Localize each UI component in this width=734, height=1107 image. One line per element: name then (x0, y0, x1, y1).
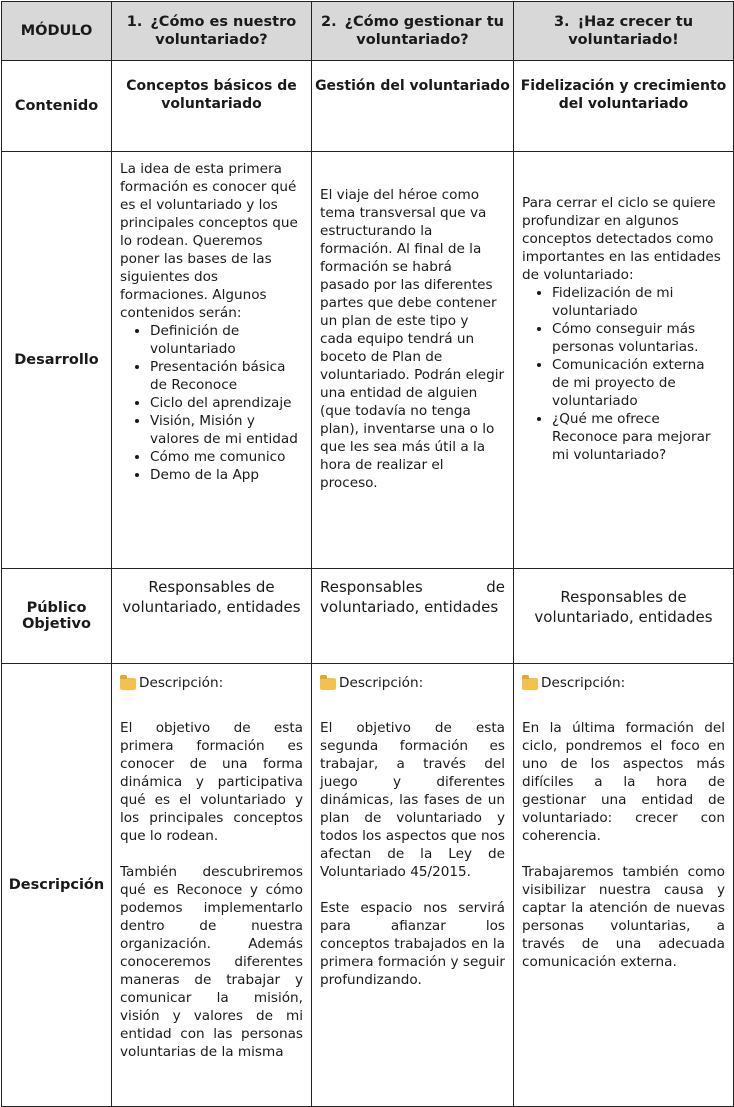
desarrollo-col-3 (514, 152, 734, 569)
desarrollo-col-1-intro: La idea de esta primera formación es conocer qué es el voluntariado y los principales conceptos que lo rodean. Queremos poner las bases de las siguientes dos formaciones. Algunos contenidos serán: (120, 161, 298, 321)
contenido-col-1: Conceptos básicos de voluntariado (112, 61, 312, 152)
descripcion-col-1 (112, 664, 312, 1107)
publico-col-1: Responsables de voluntariado, entidades (112, 569, 312, 664)
list-item: • Demo de la App (150, 466, 303, 484)
desarrollo-col-1-list (120, 322, 303, 484)
module-3-header (514, 2, 734, 61)
modulo-header: MÓDULO (2, 2, 112, 61)
desarrollo-col-3-intro: Para cerrar el ciclo se quiere profundizar en algunos conceptos detectados como importantes en las entidades de voluntariado: (522, 195, 721, 283)
header-row (2, 2, 734, 61)
module-3-title: ¡Haz crecer tu voluntariado! (568, 14, 694, 48)
folder-icon (120, 678, 136, 690)
descripcion-label-text: Descripción: (139, 675, 224, 691)
descripcion-label-text: Descripción: (339, 675, 424, 691)
list-item: • Ciclo del aprendizaje (150, 394, 303, 412)
publico-row (2, 569, 734, 664)
publico-row-label: Público Objetivo (2, 569, 112, 664)
contenido-col-2: Gestión del voluntariado (312, 61, 514, 152)
list-item: • Cómo me comunico (150, 448, 303, 466)
module-2-header (312, 2, 514, 61)
desarrollo-col-2: El viaje del héroe como tema transversal que va estructurando la formación. Al final de la formación se habrá pasado por las diferentes partes que debe contener un plan de este tipo y cada equipo tendrá un boceto de Plan de voluntariado. Podrán elegir una entidad de alguien (que todavía no tenga plan), inventarse una o lo que les sea más útil a la hora de realizar el proceso. (312, 152, 514, 569)
module-1-title: ¿Cómo es nuestro voluntariado? (150, 14, 297, 48)
modules-table (1, 1, 734, 1107)
descripcion-label (522, 674, 725, 692)
publico-col-3: Responsables de voluntariado, entidades (514, 569, 734, 664)
descripcion-label-text: Descripción: (541, 675, 626, 691)
paragraph: Este espacio nos servirá para afianzar los conceptos trabajados en la primera formación y seguir profundizando. (320, 900, 505, 988)
list-item: • Definición de voluntariado (150, 322, 303, 358)
module-2-number: 2. (320, 14, 337, 30)
descripcion-row-label: Descripción (2, 664, 112, 1107)
list-item: • Fidelización de mi voluntariado (552, 284, 725, 320)
list-item: • Comunicación externa de mi proyecto de voluntariado (552, 356, 725, 410)
descripcion-row (2, 664, 734, 1107)
paragraph: El objetivo de esta segunda formación es trabajar, a través del juego y diferentes dinámicas, las fases de un plan de voluntariado y todos los aspectos que nos afectan de la Ley de Voluntariado 45/2015. (320, 720, 505, 880)
contenido-row (2, 61, 734, 152)
paragraph: El objetivo de esta primera formación es conocer de una forma dinámica y participativa qué es el voluntariado y los principales conceptos que lo rodean. (120, 720, 303, 844)
desarrollo-row (2, 152, 734, 569)
module-1-number: 1. (126, 14, 143, 30)
list-item: • Visión, Misión y valores de mi entidad (150, 412, 303, 448)
folder-icon (320, 678, 336, 690)
list-item: • Presentación básica de Reconoce (150, 358, 303, 394)
list-item: • ¿Qué me ofrece Reconoce para mejorar mi voluntariado? (552, 410, 725, 464)
paragraph: También descubriremos qué es Reconoce y cómo podemos implementarlo dentro de nuestra organización. Además conoceremos diferentes maneras de trabajar y comunicar la misión, visión y valores de mi entidad con las personas voluntarias de la misma (120, 864, 303, 1060)
module-2-title: ¿Cómo gestionar tu voluntariado? (344, 14, 504, 48)
descripcion-label (120, 674, 303, 692)
contenido-row-label: Contenido (2, 61, 112, 152)
module-3-number: 3. (553, 14, 570, 30)
contenido-col-3: Fidelización y crecimiento del voluntariado (514, 61, 734, 152)
paragraph: Trabajaremos también como visibilizar nuestra causa y captar la atención de nuevas personas voluntarias, a través de una adecuada comunicación externa. (522, 864, 725, 970)
publico-col-2: Responsables de voluntariado, entidades (312, 569, 514, 664)
desarrollo-col-3-list (522, 284, 725, 464)
descripcion-col-3 (514, 664, 734, 1107)
list-item: • Cómo conseguir más personas voluntarias. (552, 320, 725, 356)
module-1-header (112, 2, 312, 61)
descripcion-label (320, 674, 505, 692)
desarrollo-col-1 (112, 152, 312, 569)
folder-icon (522, 678, 538, 690)
paragraph: En la última formación del ciclo, pondremos el foco en uno de los aspectos más difíciles a la hora de gestionar una entidad de voluntariado: crecer con coherencia. (522, 720, 725, 844)
desarrollo-row-label: Desarrollo (2, 152, 112, 569)
descripcion-col-2 (312, 664, 514, 1107)
